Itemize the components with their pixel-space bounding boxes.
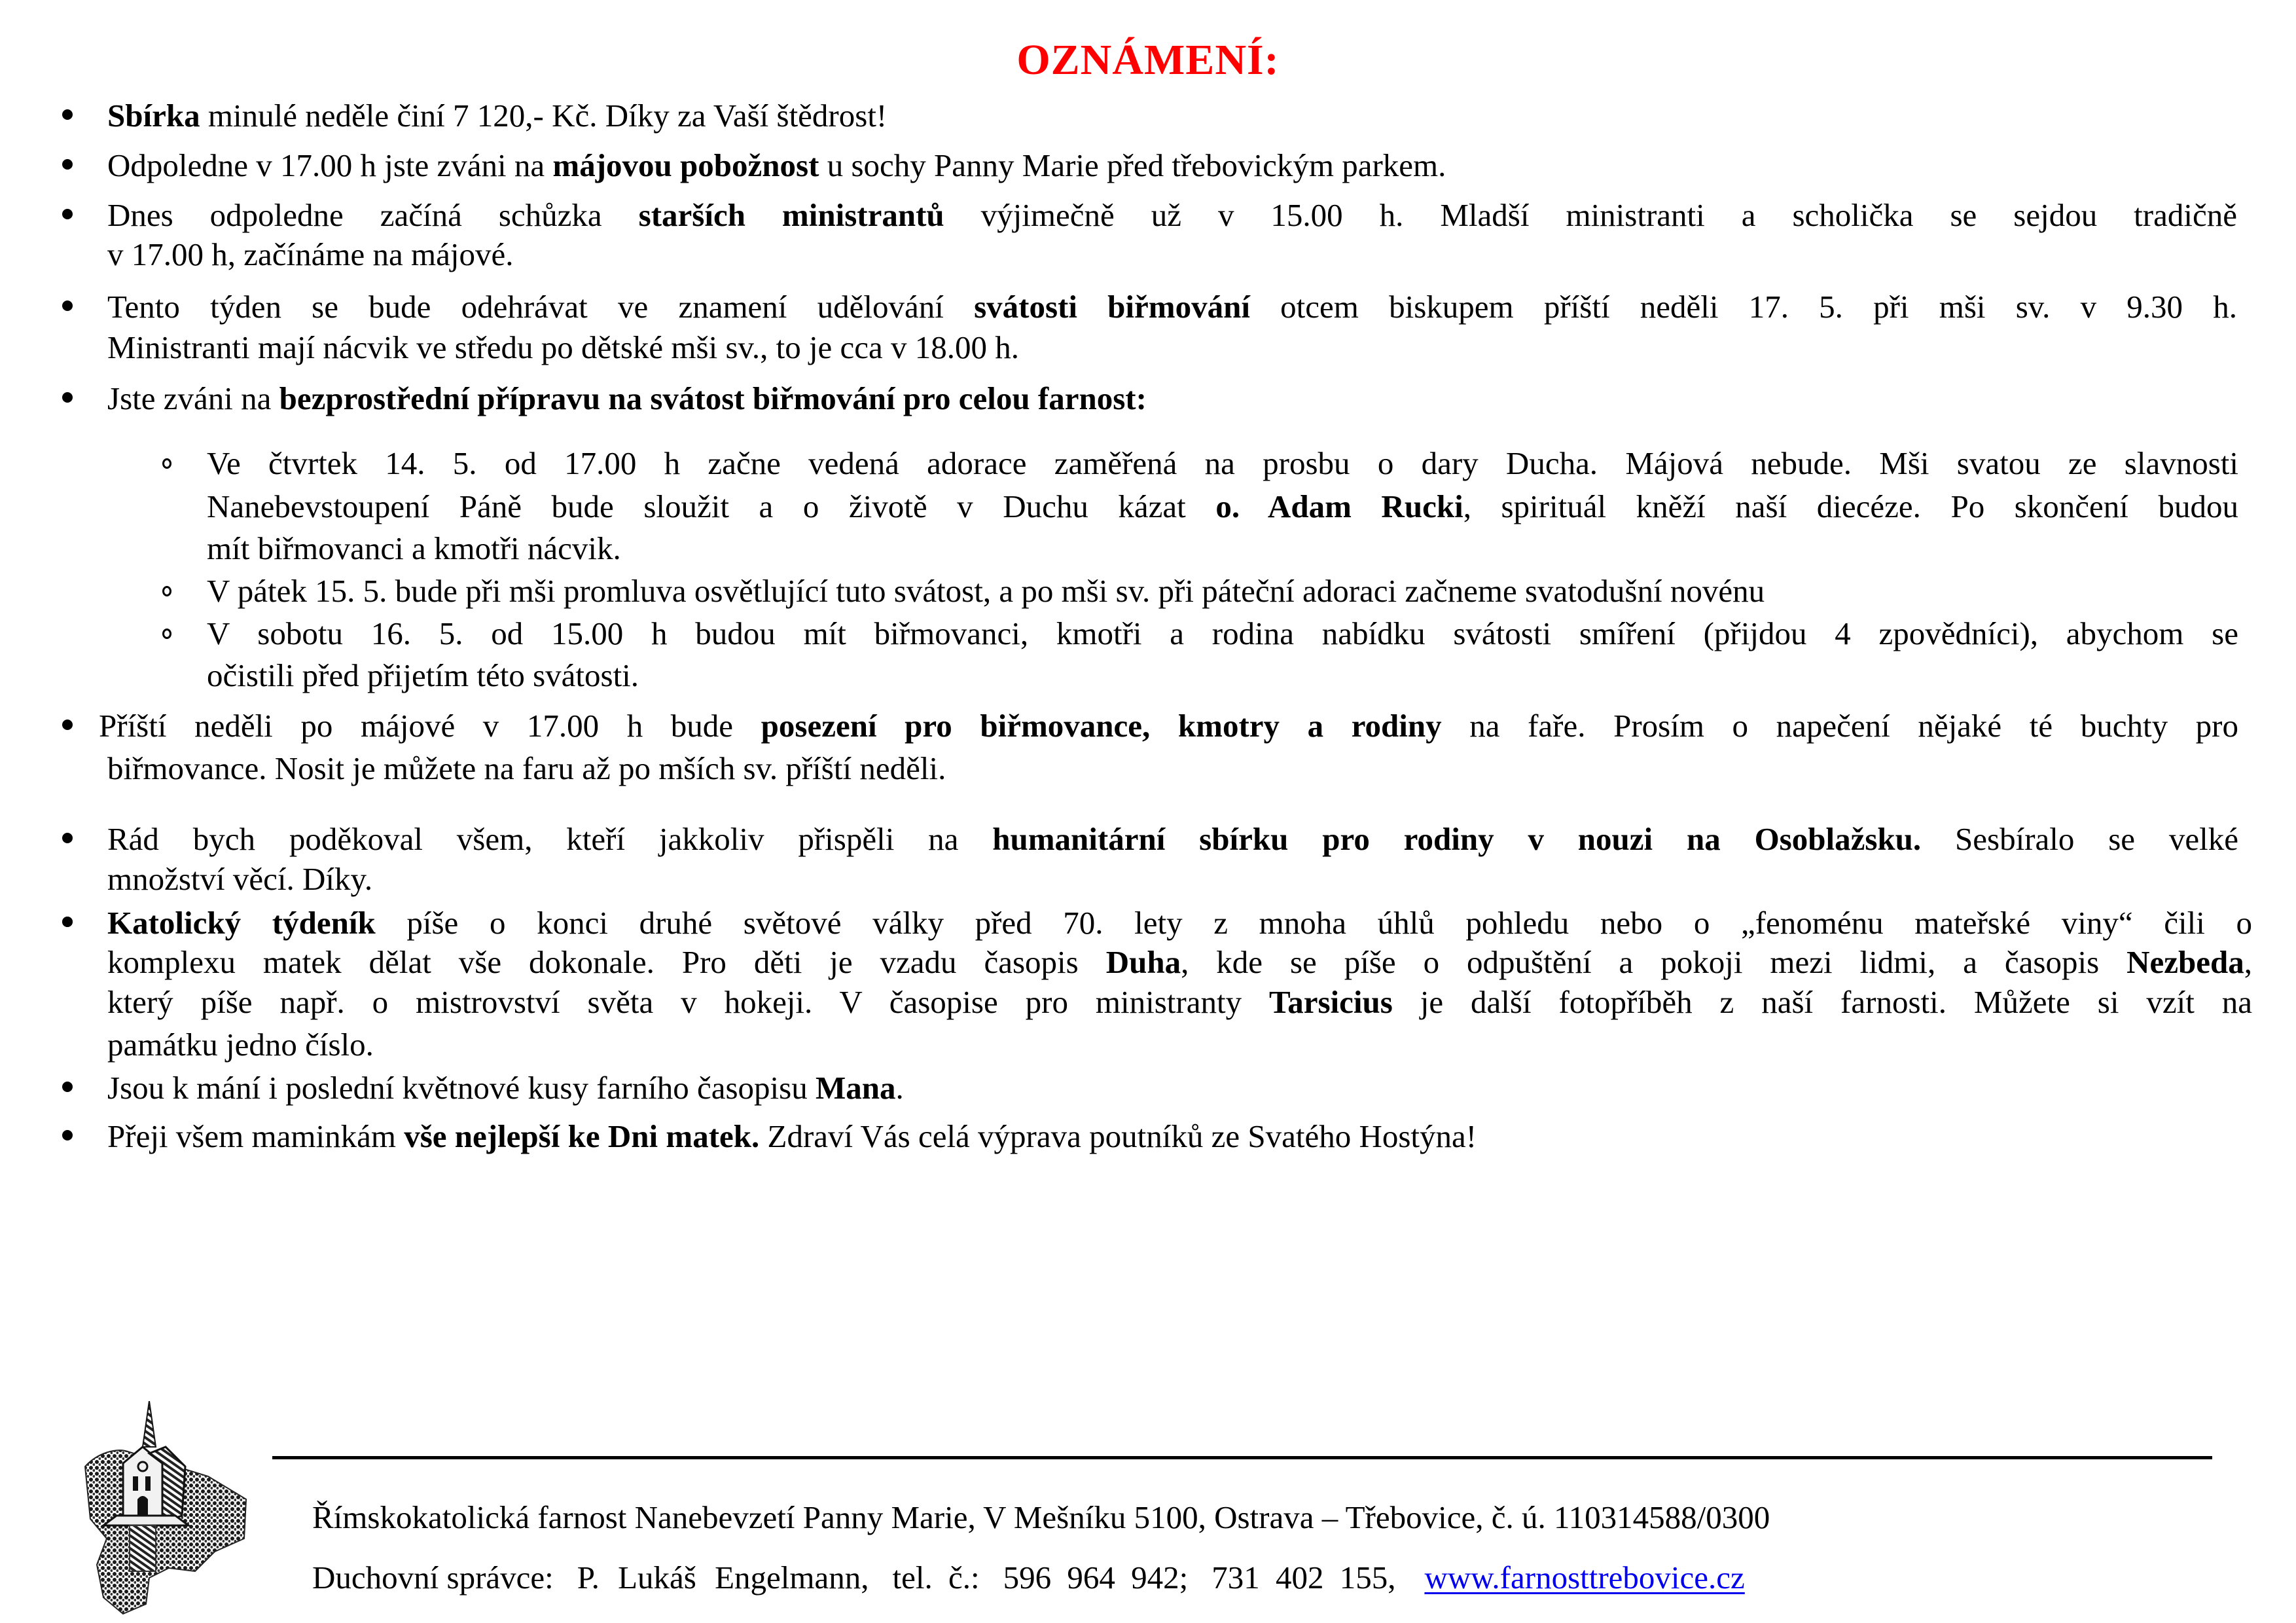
sub-announcement-line — [207, 614, 2238, 653]
bold-text: humanitární sbírku pro rodiny v nouzi na Osoblažsku. — [992, 821, 1922, 857]
bold-text: Mana — [815, 1070, 896, 1106]
announcement-line — [107, 1068, 904, 1108]
announcement-line — [107, 379, 1147, 418]
line-text: Zdraví Vás celá výprava poutníků ze Svatého Hostýna! — [759, 1118, 1477, 1154]
bold-text: Tarsicius — [1269, 984, 1393, 1020]
bold-text: vše nejlepší ke Dni matek. — [404, 1118, 760, 1154]
line-text: očistili před přijetím této svátosti. — [207, 657, 639, 693]
page-title: OZNÁMENÍ: — [1016, 36, 1280, 84]
bold-text: Duha — [1105, 944, 1181, 980]
line-text: V pátek 15. 5. bude při mši promluva osvětlující tuto svátost, a po mši sv. při páteční adoraci začneme svatodušní novénu — [207, 573, 1765, 609]
phone-number-1: 596 964 942; — [1003, 1559, 1189, 1596]
bold-text: májovou pobožnost — [552, 147, 819, 183]
line-text: výjimečně už v 15.00 h. Mladší ministranti a scholička se sejdou tradičně — [944, 197, 2237, 233]
line-text: Jsou k mání i poslední květnové kusy farního časopisu — [107, 1070, 816, 1106]
line-text: je další fotopříběh z naší farnosti. Můžete si vzít na — [1392, 984, 2252, 1020]
line-text: minulé neděle činí 7 120,- Kč. Díky za Vaší štědrost! — [200, 98, 888, 134]
footer-address: Římskokatolická farnost Nanebevzetí Panny Marie, V Mešníku 5100, Ostrava – Třebovice, č. ú. 110314588/0300 — [312, 1499, 1770, 1535]
announcement-line — [99, 706, 2238, 746]
line-text: otcem biskupem příští neděli 17. 5. při mši sv. v 9.30 h. — [1249, 289, 2237, 325]
phone-label: tel. č.: — [892, 1559, 980, 1596]
announcement-line — [107, 983, 2252, 1022]
line-text: Ministranti mají nácvik ve středu po dětské mši sv., to je cca v 18.00 h. — [107, 329, 1020, 365]
bold-text: Katolický týdeník — [107, 905, 376, 941]
line-text: mít biřmovanci a kmotři nácvik. — [207, 530, 621, 566]
announcement-line — [107, 96, 887, 136]
line-text: píše o konci druhé světové války před 70. lety z mnoha úhlů pohledu nebo o „fenoménu mateřské viny“ čili o — [375, 905, 2252, 941]
contact-name: P. Lukáš Engelmann, — [577, 1559, 869, 1596]
announcement-line — [107, 328, 1019, 367]
line-text: Nanebevstoupení Páně bude sloužit a o životě v Duchu kázat — [207, 488, 1216, 524]
bold-text: svátosti biřmování — [974, 289, 1250, 325]
bullet-icon — [62, 1130, 73, 1140]
bullet-icon — [62, 720, 73, 730]
bullet-icon — [62, 392, 73, 403]
bullet-icon — [62, 209, 73, 219]
sub-announcement-line — [207, 572, 1765, 611]
bold-text: starších ministrantů — [638, 197, 944, 233]
announcement-line — [107, 235, 513, 274]
sub-bullet-icon — [162, 629, 171, 639]
line-text: Sesbíralo se velké — [1921, 821, 2238, 857]
line-text: komplexu matek dělat vše dokonale. Pro děti je vzadu časopis — [107, 944, 1106, 980]
announcement-line — [107, 820, 2238, 859]
sub-announcement-line — [207, 529, 621, 568]
line-text: Jste zváni na — [107, 380, 279, 416]
line-text: biřmovance. Nosit je můžete na faru až po mších sv. příští neděli. — [107, 750, 946, 786]
footer-divider — [272, 1456, 2212, 1459]
bold-text: bezprostřední přípravu na svátost biřmování pro celou farnost: — [279, 380, 1147, 416]
line-text: Rád bych poděkoval všem, kteří jakkoliv přispěli na — [107, 821, 993, 857]
line-text: památku jedno číslo. — [107, 1027, 374, 1063]
bullet-icon — [62, 109, 73, 120]
bold-text: o. Adam Rucki — [1215, 488, 1463, 524]
announcement-line — [107, 860, 372, 899]
line-text: množství věcí. Díky. — [107, 861, 373, 897]
announcement-line — [107, 1117, 1477, 1156]
line-text: , spirituál kněží naší diecéze. Po skončení budou — [1463, 488, 2238, 524]
website-link[interactable]: www.farnosttrebovice.cz — [1424, 1559, 1745, 1596]
line-text: , — [2244, 944, 2252, 980]
announcement-line — [107, 943, 2252, 982]
bullet-icon — [62, 159, 73, 170]
sub-bullet-icon — [162, 586, 171, 596]
announcement-line — [107, 287, 2237, 327]
announcement-line — [107, 749, 946, 788]
announcement-line — [107, 146, 1446, 185]
line-text: . — [895, 1070, 904, 1106]
announcement-line — [107, 196, 2237, 235]
bold-text: Sbírka — [107, 98, 200, 134]
bold-text: posezení pro biřmovance, kmotry a rodiny — [761, 708, 1442, 744]
contact-label: Duchovní správce: — [312, 1559, 554, 1596]
line-text: Přeji všem maminkám — [107, 1118, 404, 1154]
line-text: Tento týden se bude odehrávat ve znamení udělování — [107, 289, 975, 325]
line-text: na faře. Prosím o napečení nějaké té buchty pro — [1441, 708, 2238, 744]
footer-contact — [312, 1558, 1745, 1597]
line-text: Ve čtvrtek 14. 5. od 17.00 h začne vedená adorace zaměřená na prosbu o dary Ducha. Májová nebude. Mši svatou ze slavnosti — [207, 445, 2238, 481]
line-text: který píše např. o mistrovství světa v hokeji. V časopise pro ministranty — [107, 984, 1270, 1020]
line-text: Odpoledne v 17.00 h jste zváni na — [107, 147, 553, 183]
line-text: Dnes odpoledne začíná schůzka — [107, 197, 639, 233]
announcement-line — [107, 1025, 374, 1065]
bullet-icon — [62, 917, 73, 927]
bold-text: Nezbeda — [2126, 944, 2244, 980]
church-logo-icon — [77, 1401, 247, 1617]
line-text: v 17.00 h, začínáme na májové. — [107, 236, 514, 272]
sub-announcement-line — [207, 444, 2238, 483]
line-text: Příští neděli po májové v 17.00 h bude — [99, 708, 761, 744]
line-text: V sobotu 16. 5. od 15.00 h budou mít biřmovanci, kmotři a rodina nabídku svátosti smíření (přijdou 4 zpovědníci), abychom se — [207, 615, 2238, 651]
sub-announcement-line — [207, 487, 2238, 526]
phone-number-2: 731 402 155, — [1211, 1559, 1396, 1596]
bullet-icon — [62, 1082, 73, 1092]
sub-bullet-icon — [162, 458, 171, 469]
line-text: , kde se píše o odpuštění a pokoji mezi lidmi, a časopis — [1181, 944, 2127, 980]
sub-announcement-line — [207, 656, 639, 695]
announcement-line — [107, 903, 2252, 943]
bullet-icon — [62, 301, 73, 311]
line-text: u sochy Panny Marie před třebovickým parkem. — [819, 147, 1446, 183]
bullet-icon — [62, 833, 73, 843]
